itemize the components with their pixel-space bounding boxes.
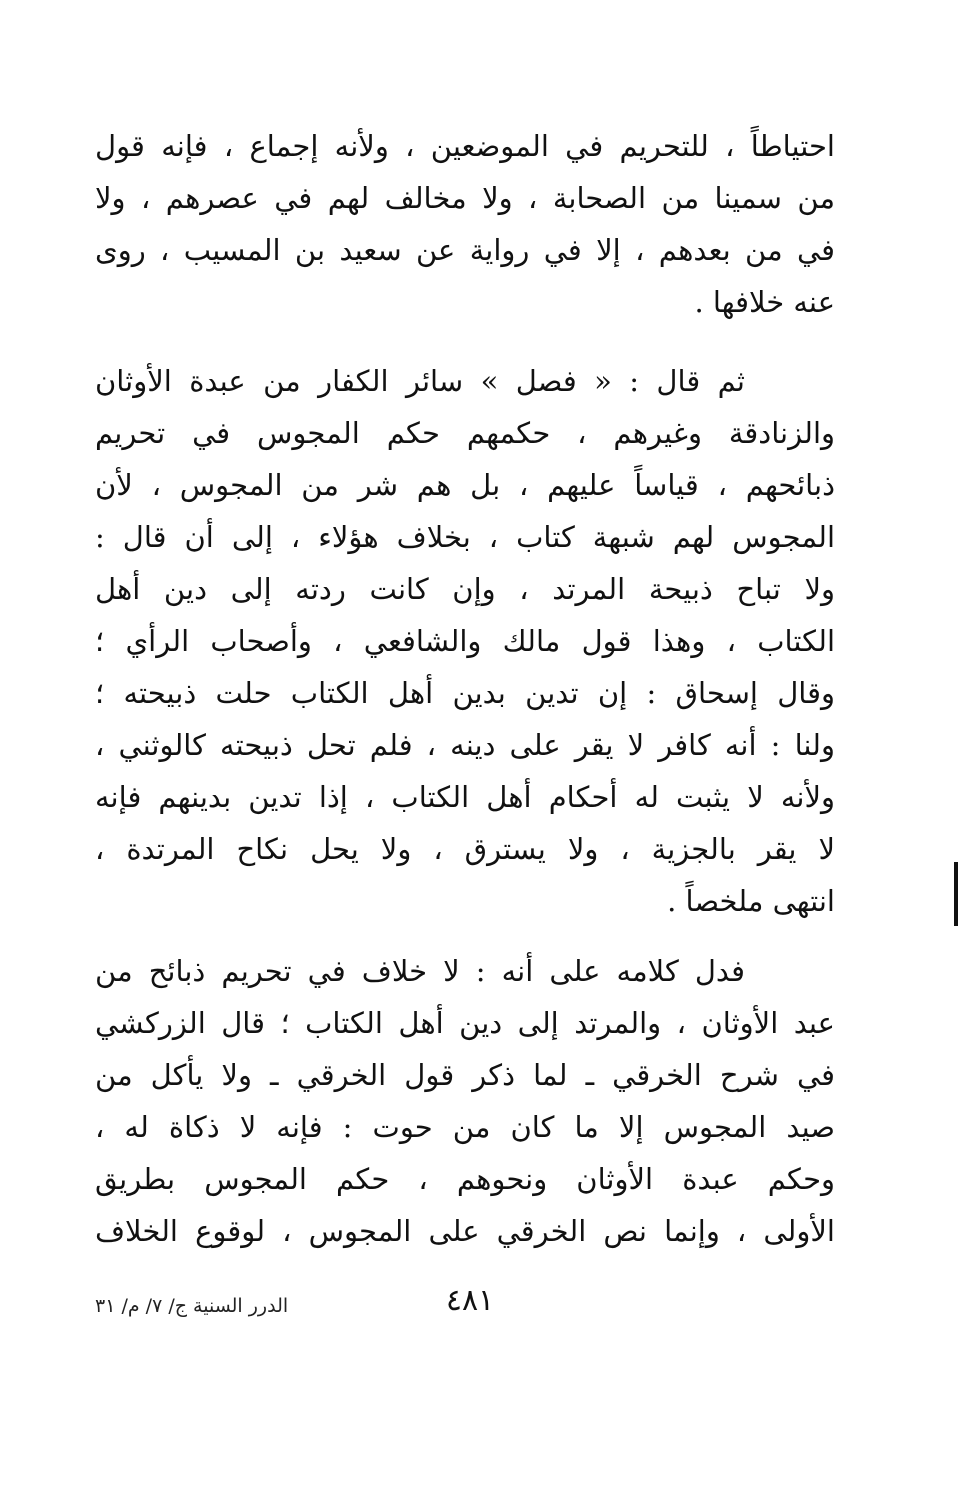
text-line: انتهى ملخصاً . <box>667 884 835 918</box>
text-line: لا يقر بالجزية ، ولا يسترق ، ولا يحل نكاح المرتدة ، <box>95 832 835 866</box>
text-line: في شرح الخرقي ـ لما ذكر قول الخرقي ـ ولا يأكل من <box>95 1058 835 1092</box>
text-line: عنه خلافها . <box>694 285 835 319</box>
scan-edge-mark <box>954 862 958 926</box>
text-line: فدل كلامه على أنه : لا خلاف في تحريم ذبائح من <box>95 954 745 988</box>
text-line: ولأنه لا يثبت له أحكام أهل الكتاب ، إذا تدين بدينهم فإنه <box>95 780 835 814</box>
text-line: من سمينا من الصحابة ، ولا مخالف لهم في عصرهم ، ولا <box>95 181 835 215</box>
text-line: صيد المجوس إلا ما كان من حوت : فإنه لا ذكاة له ، <box>95 1110 835 1144</box>
text-line: ذبائحهم ، قياساً عليهم ، بل هم شر من المجوس ، لأن <box>95 468 835 502</box>
text-line: الكتاب ، وهذا قول مالك والشافعي ، وأصحاب الرأي ؛ <box>95 624 835 658</box>
text-line: ثم قال : « فصل » سائر الكفار من عبدة الأوثان <box>95 364 745 398</box>
text-line: المجوس لهم شبهة كتاب ، بخلاف هؤلاء ، إلى أن قال : <box>95 520 835 554</box>
text-line: وحكم عبدة الأوثان ونحوهم ، حكم المجوس بطريق <box>95 1162 835 1196</box>
paragraph-3 <box>95 945 835 1257</box>
paragraph-2 <box>95 355 835 927</box>
text-line: عبد الأوثان ، والمرتد إلى دين أهل الكتاب ؛ قال الزركشي <box>95 1006 835 1040</box>
text-line: والزنادقة وغيرهم ، حكمهم حكم المجوس في تحريم <box>95 416 835 450</box>
text-line: احتياطاً ، للتحريم في الموضعين ، ولأنه إجماع ، فإنه قول <box>95 129 835 163</box>
text-line: في من بعدهم ، إلا في رواية عن سعيد بن المسيب ، روى <box>95 233 835 267</box>
volume-reference: الدرر السنية ج/ ٧/ م/ ٣١ <box>95 1295 289 1317</box>
page-number: ٤٨١ <box>445 1283 495 1318</box>
text-line: ولنا : أنه كافر لا يقر على دينه ، فلم تحل ذبيحته كالوثني ، <box>95 728 835 762</box>
paragraph-1 <box>95 120 835 328</box>
text-line: الأولى ، وإنما نص الخرقي على المجوس ، لوقوع الخلاف <box>95 1214 835 1248</box>
text-line: وقال إسحاق : إن تدين بدين أهل الكتاب حلت ذبيحته ؛ <box>95 676 835 710</box>
text-line: ولا تباح ذبيحة المرتد ، وإن كانت ردته إلى دين أهل <box>95 572 835 606</box>
